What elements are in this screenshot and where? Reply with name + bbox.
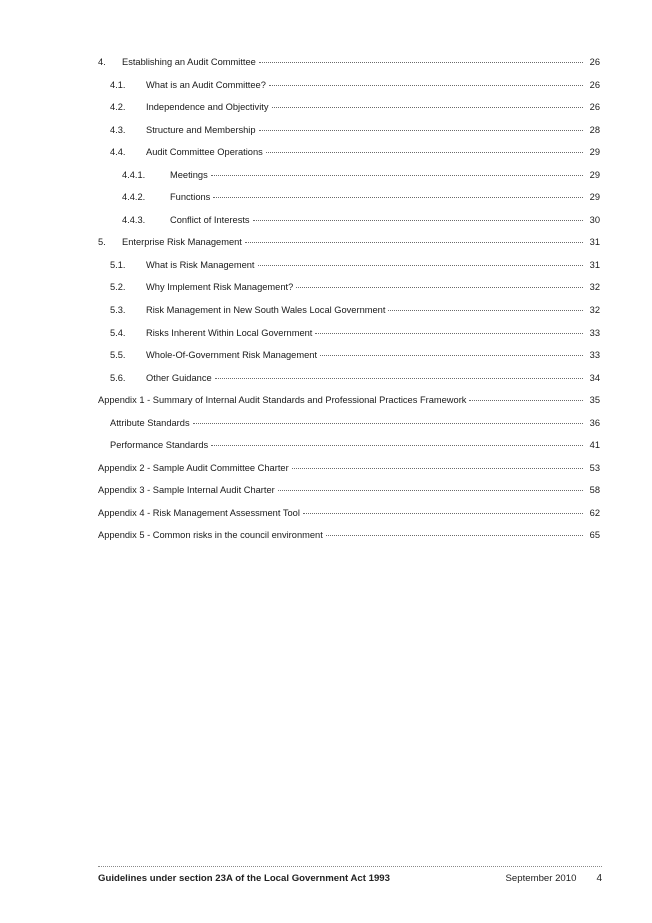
dot-leader	[193, 423, 583, 424]
page-footer	[98, 866, 602, 884]
toc-entry[interactable]	[98, 56, 600, 79]
toc-entry-page-number: 29	[589, 192, 600, 203]
toc-entry-number: 5.6.	[110, 372, 126, 383]
dot-leader	[272, 107, 584, 108]
toc-entry-page-number: 62	[589, 507, 600, 518]
toc-entry-page-number: 36	[589, 417, 600, 428]
toc-entry-page-number: 31	[589, 237, 600, 248]
toc-entry[interactable]	[98, 439, 600, 462]
dot-leader	[259, 130, 583, 131]
toc-entry[interactable]	[98, 417, 600, 440]
toc-entry-title: What is Risk Management	[146, 259, 255, 270]
toc-entry[interactable]	[98, 281, 600, 304]
toc-entry-page-number: 31	[589, 259, 600, 270]
dot-leader	[320, 355, 583, 356]
toc-entry-title: Appendix 4 - Risk Management Assessment Tool	[98, 507, 300, 518]
toc-entry[interactable]	[98, 124, 600, 147]
toc-entry-page-number: 26	[589, 79, 600, 90]
toc-entry-page-number: 29	[589, 147, 600, 158]
toc-entry-number: 5.1.	[110, 259, 126, 270]
toc-entry-number: 4.	[98, 57, 106, 67]
toc-entry-page-number: 33	[589, 327, 600, 338]
toc-entry[interactable]	[98, 484, 600, 507]
toc-entry-title: Appendix 1 - Summary of Internal Audit Standards and Professional Practices Framework	[98, 395, 467, 406]
toc-entry-page-number: 65	[589, 530, 600, 541]
dot-leader	[259, 62, 583, 63]
table-of-contents	[98, 56, 600, 552]
toc-entry-title: Functions	[170, 192, 211, 203]
toc-entry-number: 4.4.2.	[122, 192, 146, 203]
toc-entry[interactable]	[98, 146, 600, 169]
toc-entry-title: Independence and Objectivity	[146, 102, 269, 113]
dot-leader	[278, 490, 583, 491]
toc-entry-page-number: 26	[589, 57, 600, 67]
toc-entry[interactable]	[98, 394, 600, 417]
toc-entry-number: 4.3.	[110, 124, 126, 135]
dot-leader	[213, 197, 583, 198]
toc-entry[interactable]	[98, 372, 600, 395]
toc-entry[interactable]	[98, 101, 600, 124]
toc-entry[interactable]	[98, 191, 600, 214]
dot-leader	[303, 513, 583, 514]
toc-entry-page-number: 26	[589, 102, 600, 113]
dot-leader	[245, 242, 583, 243]
toc-entry[interactable]	[98, 236, 600, 259]
toc-entry-page-number: 29	[589, 169, 600, 180]
dot-leader	[469, 400, 583, 401]
toc-entry[interactable]	[98, 507, 600, 530]
toc-entry-title: Risks Inherent Within Local Government	[146, 327, 313, 338]
toc-entry-title: Structure and Membership	[146, 124, 256, 135]
toc-entry-number: 5.	[98, 237, 106, 248]
toc-entry-page-number: 28	[589, 124, 600, 135]
footer-date: September 2010	[505, 873, 577, 884]
toc-entry-page-number: 34	[589, 372, 600, 383]
toc-entry-page-number: 32	[589, 305, 600, 316]
toc-entry-page-number: 41	[589, 440, 600, 451]
toc-entry-title: Other Guidance	[146, 372, 212, 383]
toc-entry[interactable]	[98, 79, 600, 102]
page-number: 4	[596, 873, 602, 884]
toc-entry-title: Why Implement Risk Management?	[146, 282, 294, 293]
toc-entry-title: Performance Standards	[110, 440, 209, 451]
toc-entry-number: 4.1.	[110, 79, 126, 90]
toc-entry-number: 5.2.	[110, 282, 126, 293]
dot-leader	[253, 220, 583, 221]
toc-entry-title: Whole-Of-Government Risk Management	[146, 350, 318, 361]
toc-entry-page-number: 32	[589, 282, 600, 293]
dot-leader	[211, 175, 583, 176]
toc-entry-title: Conflict of Interests	[170, 214, 250, 225]
toc-entry-title: Attribute Standards	[110, 417, 190, 428]
footer-document-title: Guidelines under section 23A of the Local Government Act 1993	[98, 873, 390, 884]
toc-entry-title: What is an Audit Committee?	[146, 79, 266, 90]
toc-entry-page-number: 58	[589, 485, 600, 496]
toc-entry-number: 5.3.	[110, 305, 126, 316]
toc-entry-page-number: 35	[589, 395, 600, 406]
toc-entry-title: Audit Committee Operations	[146, 147, 263, 158]
toc-entry[interactable]	[98, 169, 600, 192]
toc-entry[interactable]	[98, 304, 600, 327]
dot-leader	[326, 535, 583, 536]
toc-entry-title: Appendix 3 - Sample Internal Audit Charter	[98, 485, 275, 496]
toc-entry-title: Establishing an Audit Committee	[122, 57, 256, 67]
toc-entry-title: Appendix 2 - Sample Audit Committee Charter	[98, 462, 289, 473]
toc-entry[interactable]	[98, 259, 600, 282]
dot-leader	[258, 265, 583, 266]
toc-entry-number: 4.4.3.	[122, 214, 146, 225]
dot-leader	[269, 85, 583, 86]
toc-entry-number: 4.2.	[110, 102, 126, 113]
toc-entry-number: 4.4.1.	[122, 169, 146, 180]
toc-entry-number: 4.4.	[110, 147, 126, 158]
toc-entry-number: 5.4.	[110, 327, 126, 338]
toc-entry[interactable]	[98, 462, 600, 485]
toc-entry-title: Meetings	[170, 169, 208, 180]
toc-entry-title: Appendix 5 - Common risks in the council environment	[98, 530, 323, 541]
toc-entry-title: Enterprise Risk Management	[122, 237, 242, 248]
dot-leader	[215, 378, 583, 379]
toc-entry-number: 5.5.	[110, 350, 126, 361]
dot-leader	[315, 333, 583, 334]
dot-leader	[296, 287, 583, 288]
toc-entry[interactable]	[98, 529, 600, 552]
toc-entry-title: Risk Management in New South Wales Local Government	[146, 305, 386, 316]
dot-leader	[292, 468, 583, 469]
toc-entry[interactable]	[98, 214, 600, 237]
toc-entry[interactable]	[98, 327, 600, 350]
toc-entry[interactable]	[98, 349, 600, 372]
toc-entry-page-number: 53	[589, 462, 600, 473]
dot-leader	[388, 310, 583, 311]
dot-leader	[211, 445, 583, 446]
toc-entry-page-number: 33	[589, 350, 600, 361]
dot-leader	[266, 152, 583, 153]
toc-entry-page-number: 30	[589, 214, 600, 225]
